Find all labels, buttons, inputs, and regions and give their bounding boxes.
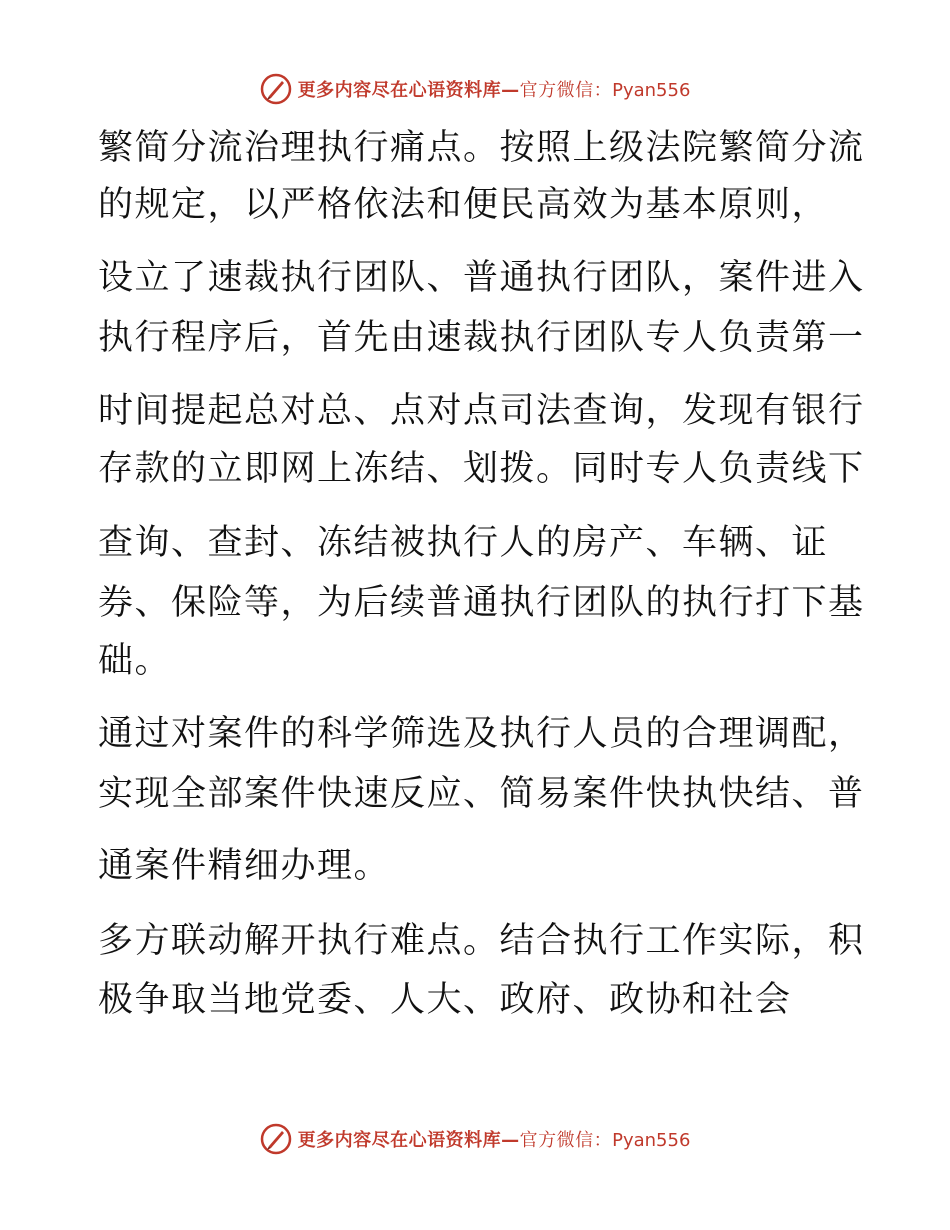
watermark-header — [0, 71, 950, 107]
text-line: 实现全部案件快速反应、简易案件快执快结、普 — [98, 774, 865, 814]
watermark-text — [298, 76, 691, 102]
text-line: 设立了速裁执行团队、普通执行团队，案件进入 — [98, 258, 865, 298]
watermark-brand: 更多内容尽在心语资料库 — [297, 1130, 502, 1151]
text-line: 存款的立即网上冻结、划拨。同时专人负责线下 — [98, 449, 865, 489]
text-line: 通过对案件的科学筛选及执行人员的合理调配， — [98, 714, 865, 754]
watermark-footer — [0, 1121, 950, 1157]
watermark-separator: — — [501, 1130, 520, 1151]
watermark-wechat-label: 官方微信： — [519, 1130, 613, 1151]
text-line: 础。 — [98, 641, 172, 681]
watermark-handle: Pyan556 — [612, 80, 691, 101]
text-line: 多方联动解开执行难点。结合执行工作实际，积 — [98, 921, 865, 961]
text-line: 通案件精细办理。 — [98, 846, 391, 886]
quill-pen-circle-icon — [260, 73, 292, 105]
text-line: 时间提起总对总、点对点司法查询，发现有银行 — [98, 391, 865, 431]
text-line: 执行程序后，首先由速裁执行团队专人负责第一 — [98, 318, 865, 358]
watermark-handle: Pyan556 — [612, 1130, 691, 1151]
text-line: 查询、查封、冻结被执行人的房产、车辆、证 — [98, 523, 829, 563]
text-line: 极争取当地党委、人大、政府、政协和社会 — [98, 980, 792, 1020]
watermark-wechat-label: 官方微信： — [519, 80, 613, 101]
watermark-separator: — — [501, 80, 520, 101]
text-line: 繁简分流治理执行痛点。按照上级法院繁简分流 — [98, 128, 865, 168]
quill-pen-circle-icon — [260, 1123, 292, 1155]
text-line: 的规定，以严格依法和便民高效为基本原则， — [98, 185, 829, 225]
watermark-text — [298, 1126, 691, 1152]
text-line: 券、保险等，为后续普通执行团队的执行打下基 — [98, 583, 865, 623]
watermark-brand: 更多内容尽在心语资料库 — [297, 80, 502, 101]
